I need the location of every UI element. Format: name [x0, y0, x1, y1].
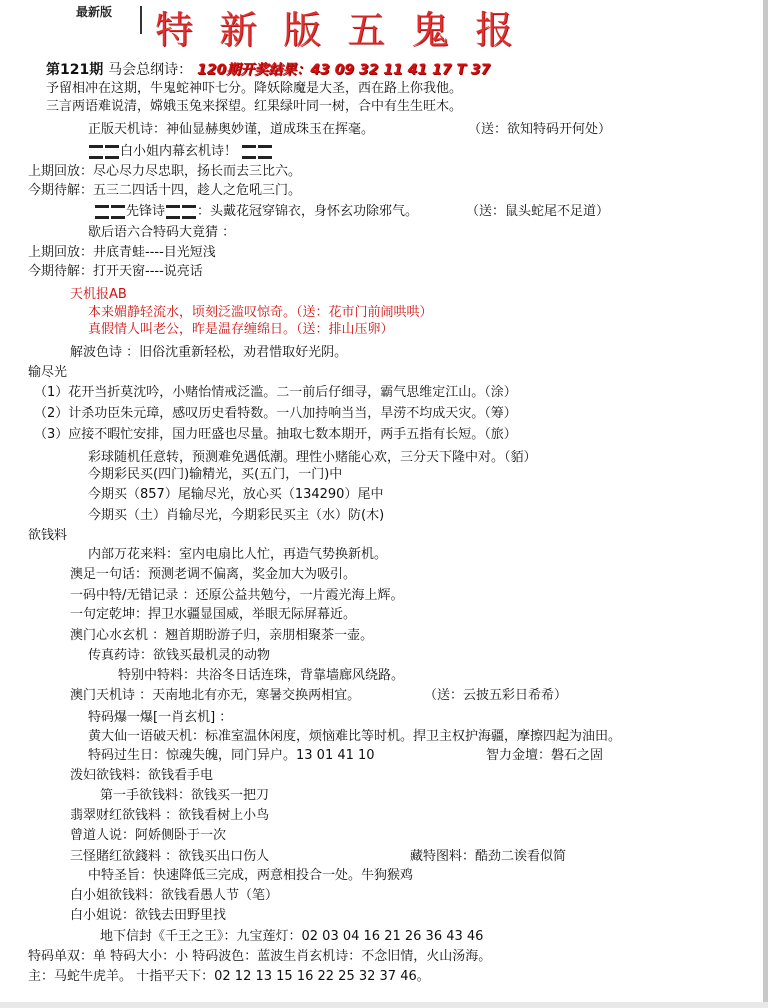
special-decree: 中特圣旨：快速降低三完成，两意相投合一处。牛狗猴鸡	[88, 868, 414, 883]
right-edge-strip	[763, 0, 768, 1008]
wisdom-altar: 智力金壇：磐石之固	[486, 748, 604, 763]
edition-badge: 最新版	[76, 5, 113, 19]
poem-line-2: 三言两语难说清，嫦娥玉兔来探望。红果绿叶同一树，合中有生生旺木。	[46, 99, 463, 114]
page-title: 特新版五鬼报	[155, 8, 540, 52]
underground-envelope: 地下信封《千王之王》：九宝莲灯：02 03 04 16 21 26 36 43 46	[100, 929, 484, 944]
poem-line-1: 予留相冲在这期，牛鬼蛇神吓七分。降妖除魔是大圣，西在路上你我他。	[46, 81, 463, 96]
shrew-material: 泼妇欲钱料：欲钱看手电	[70, 768, 214, 783]
buy-gate-line: 今期彩民买(四门)输精光，买(五门，一门)中	[88, 467, 343, 482]
lose-all-item-1: （1）花开当折莫沈吟，小赌怡情戒泛滥。二一前后仔细寻，霸气思维定江山。（涂）	[34, 385, 517, 400]
buy-tail-line: 今期买（857）尾输尽光，放心买（134290）尾中	[88, 487, 384, 502]
main-zodiac-line: 主：马蛇牛虎羊。 十指平天下：02 12 13 15 16 22 25 32 37 46。	[28, 969, 430, 984]
lose-all-item-3: （3）应接不暇忙安排，国力旺盛也尽量。抽取七数本期开，两手五指有长短。（旅）	[34, 427, 517, 442]
hidden-special-chart: 藏特图料：酷劲二诶看似简	[410, 849, 567, 864]
macau-tianji-poem: 澳门天机诗 ：天南地北有亦无，寒暑交换两相宜。	[70, 688, 361, 703]
tianji-bao-line-1: 本来媚静轻流水，顷刻泛滥叹惊奇。（送：花市门前闹哄哄）	[88, 305, 433, 320]
lose-all-item-2: （2）计杀功臣朱元璋，感叹历史看特数。一八加持响当当，旱涝不均成天灾。（筹）	[34, 406, 517, 421]
double-bar-icon	[111, 205, 125, 219]
fax-medicine-poem: 传真药诗：欲钱买最机灵的动物	[88, 648, 271, 663]
internal-material: 内部万花来料：室内电扇比人忙，再造气势换新机。	[88, 547, 388, 562]
special-odd-even: 特码单双：单 特码大小：小 特码波色：蓝波生肖玄机诗：不念旧情，火山汤海。	[28, 949, 492, 964]
lottery-ball-line: 彩球随机任意转，预测难免遇低潮。理性小赌能心欢，三分天下隆中对。（貊）	[88, 450, 537, 465]
tianji-bao-line-2: 真假情人叫老公，昨是温存缠绵日。（送：排山压卵）	[88, 322, 394, 337]
poem-prefix: 马会总纲诗：	[108, 62, 193, 78]
tianji-gift: （送：欲知特码开何处）	[468, 122, 612, 137]
tianji-bao-heading: 天机报AB	[70, 287, 127, 302]
issue-header	[46, 59, 490, 79]
xiehouyu-this: 今期待解：打开天窗----说亮话	[28, 264, 203, 279]
macau-one-line: 澳足一句话：预测老调不偏离，奖金加大为吸引。	[70, 567, 357, 582]
double-bar-icon	[258, 145, 272, 159]
double-bar-icon	[95, 205, 109, 219]
want-money-heading: 欲钱料	[28, 528, 68, 543]
bottom-edge-strip	[0, 1002, 768, 1008]
double-bar-icon	[89, 145, 103, 159]
first-hand-material: 第一手欲钱料：欲钱买一把刀	[100, 788, 270, 803]
last-issue-review: 上期回放：尽心尽力尽忠职，扬长而去三比六。	[28, 164, 302, 179]
lose-all-heading: 输尽光	[28, 365, 68, 380]
previous-result: 120期开奖结果：43 09 32 11 41 17 T 37	[196, 62, 491, 78]
xiehouyu-last: 上期回放：井底青蛙----目光短浅	[28, 245, 216, 260]
tianji-poem: 正版天机诗：神仙显赫奥妙谨，道成珠玉在挥毫。	[88, 122, 375, 137]
issue-number: 第121期	[46, 62, 104, 78]
bai-xiaojie-material: 白小姐欲钱料：欲钱看愚人节（笔）	[70, 888, 279, 903]
buy-element-line: 今期买（土）肖输尽光，今期彩民买主（水）防(木)	[88, 508, 385, 523]
vanguard-gift: （送：鼠头蛇尾不足道）	[466, 204, 610, 219]
code-birthday: 特码过生日：惊魂失魄，同门异户。13 01 41 10	[88, 748, 375, 763]
bai-xiaojie-heading: 白小姐内幕玄机诗！	[88, 143, 273, 161]
macau-heart-water: 澳门心水玄机 ：翘首期盼游子归，亲朋相聚茶一壶。	[70, 628, 374, 643]
color-poem: 解波色诗 ：旧俗沈重新轻松，劝君惜取好光阴。	[70, 345, 348, 360]
one-code-record: 一码中特/无错记录 ：还原公益共勉兮，一片霞光海上辉。	[70, 588, 404, 603]
zeng-daoren-says: 曾道人说：阿娇侧卧于一次	[70, 828, 227, 843]
one-sentence: 一句定乾坤：捍卫水疆显国威，举眼无际屏幕近。	[70, 607, 357, 622]
special-material: 特别中特料：共浴冬日话连珠，背靠墙廊风绕路。	[118, 668, 405, 683]
double-bar-icon	[166, 205, 180, 219]
three-monsters-material: 三怪賭红欲錢料 ：欲钱买出口伤人	[70, 849, 270, 864]
vanguard-poem: 先锋诗 ：头戴花冠穿锦衣，身怀玄功除邪气。	[94, 203, 418, 221]
macau-tianji-gift: （送：云披五彩日希希）	[424, 688, 568, 703]
double-bar-icon	[242, 145, 256, 159]
double-bar-icon	[105, 145, 119, 159]
header-divider	[140, 6, 142, 34]
huang-daxian-line: 黄大仙一语破天机：标准室温休闲度，烦恼难比等时机。捍卫主权护海疆，摩擦四起为油田。	[88, 729, 622, 744]
xiehouyu-heading: 歇后语六合特码大竟猜 ：	[88, 225, 236, 240]
jade-material: 翡翠财红欲钱料 ：欲钱看树上小鸟	[70, 808, 270, 823]
bai-xiaojie-says: 白小姐说：欲钱去田野里找	[70, 908, 227, 923]
double-bar-icon	[182, 205, 196, 219]
special-code-burst: 特码爆一爆[一肖玄机] ：	[88, 710, 233, 725]
this-issue-riddle: 今期待解：五三二四话十四，趁人之危吼三门。	[28, 183, 302, 198]
